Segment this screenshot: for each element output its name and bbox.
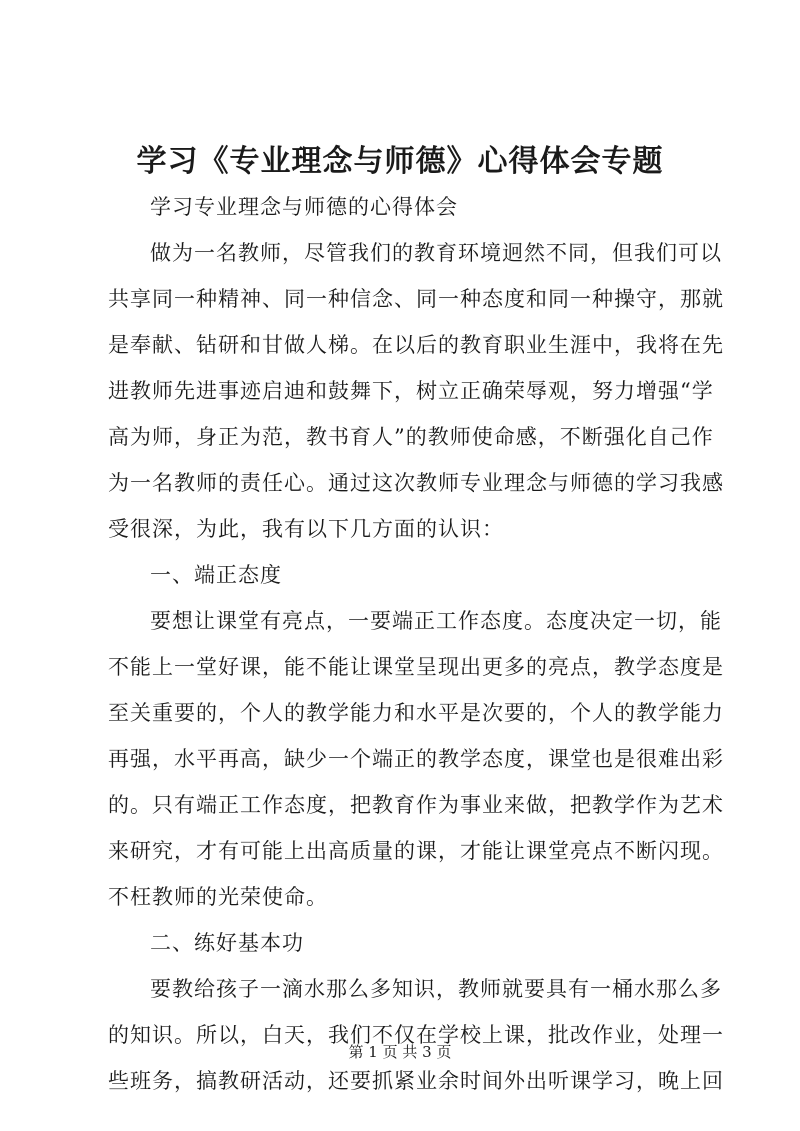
paragraph-line: 至关重要的，个人的教学能力和水平是次要的，个人的教学能力 (108, 701, 724, 725)
document-body (108, 184, 724, 1104)
document-title: 学习《专业理念与师德》心得体会专题 (136, 144, 664, 179)
paragraph-line: 做为一名教师，尽管我们的教育环境迥然不同，但我们可以 (150, 241, 722, 265)
paragraph-line: 进教师先进事迹启迪和鼓舞下，树立正确荣辱观，努力增强“学 (108, 379, 714, 403)
paragraph-line: 的。只有端正工作态度，把教育作为事业来做，把教学作为艺术 (108, 793, 724, 817)
paragraph-line: 高为师，身正为范，教书育人”的教师使命感，不断强化自己作 (108, 425, 714, 449)
paragraph-line: 受很深，为此，我有以下几方面的认识： (108, 517, 504, 541)
paragraph-line: 些班务，搞教研活动，还要抓紧业余时间外出听课学习，晚上回 (108, 1069, 724, 1093)
paragraph-line: 要想让课堂有亮点，一要端正工作态度。态度决定一切，能 (150, 609, 722, 633)
section-heading: 二、练好基本功 (150, 931, 304, 955)
paragraph-line: 来研究，才有可能上出高质量的课，才能让课堂亮点不断闪现。 (108, 839, 724, 863)
paragraph-line: 要教给孩子一滴水那么多知识，教师就要具有一桶水那么多 (150, 977, 722, 1001)
paragraph-line: 不枉教师的光荣使命。 (108, 885, 328, 909)
paragraph-line: 为一名教师的责任心。通过这次教师专业理念与师德的学习我感 (108, 471, 724, 495)
paragraph-line: 是奉献、钻研和甘做人梯。在以后的教育职业生涯中，我将在先 (108, 333, 724, 357)
section-heading: 一、端正态度 (150, 563, 282, 587)
paragraph-line: 不能上一堂好课，能不能让课堂呈现出更多的亮点，教学态度是 (108, 655, 724, 679)
paragraph-line: 再强，水平再高，缺少一个端正的教学态度，课堂也是很难出彩 (108, 747, 724, 771)
subtitle-line: 学习专业理念与师德的心得体会 (150, 195, 458, 219)
page-number-footer: 第 1 页 共 3 页 (348, 1043, 452, 1061)
paragraph-line: 共享同一种精神、同一种信念、同一种态度和同一种操守，那就 (108, 287, 724, 311)
paragraph-line: 的知识。所以，白天，我们不仅在学校上课，批改作业，处理一 (108, 1023, 724, 1047)
